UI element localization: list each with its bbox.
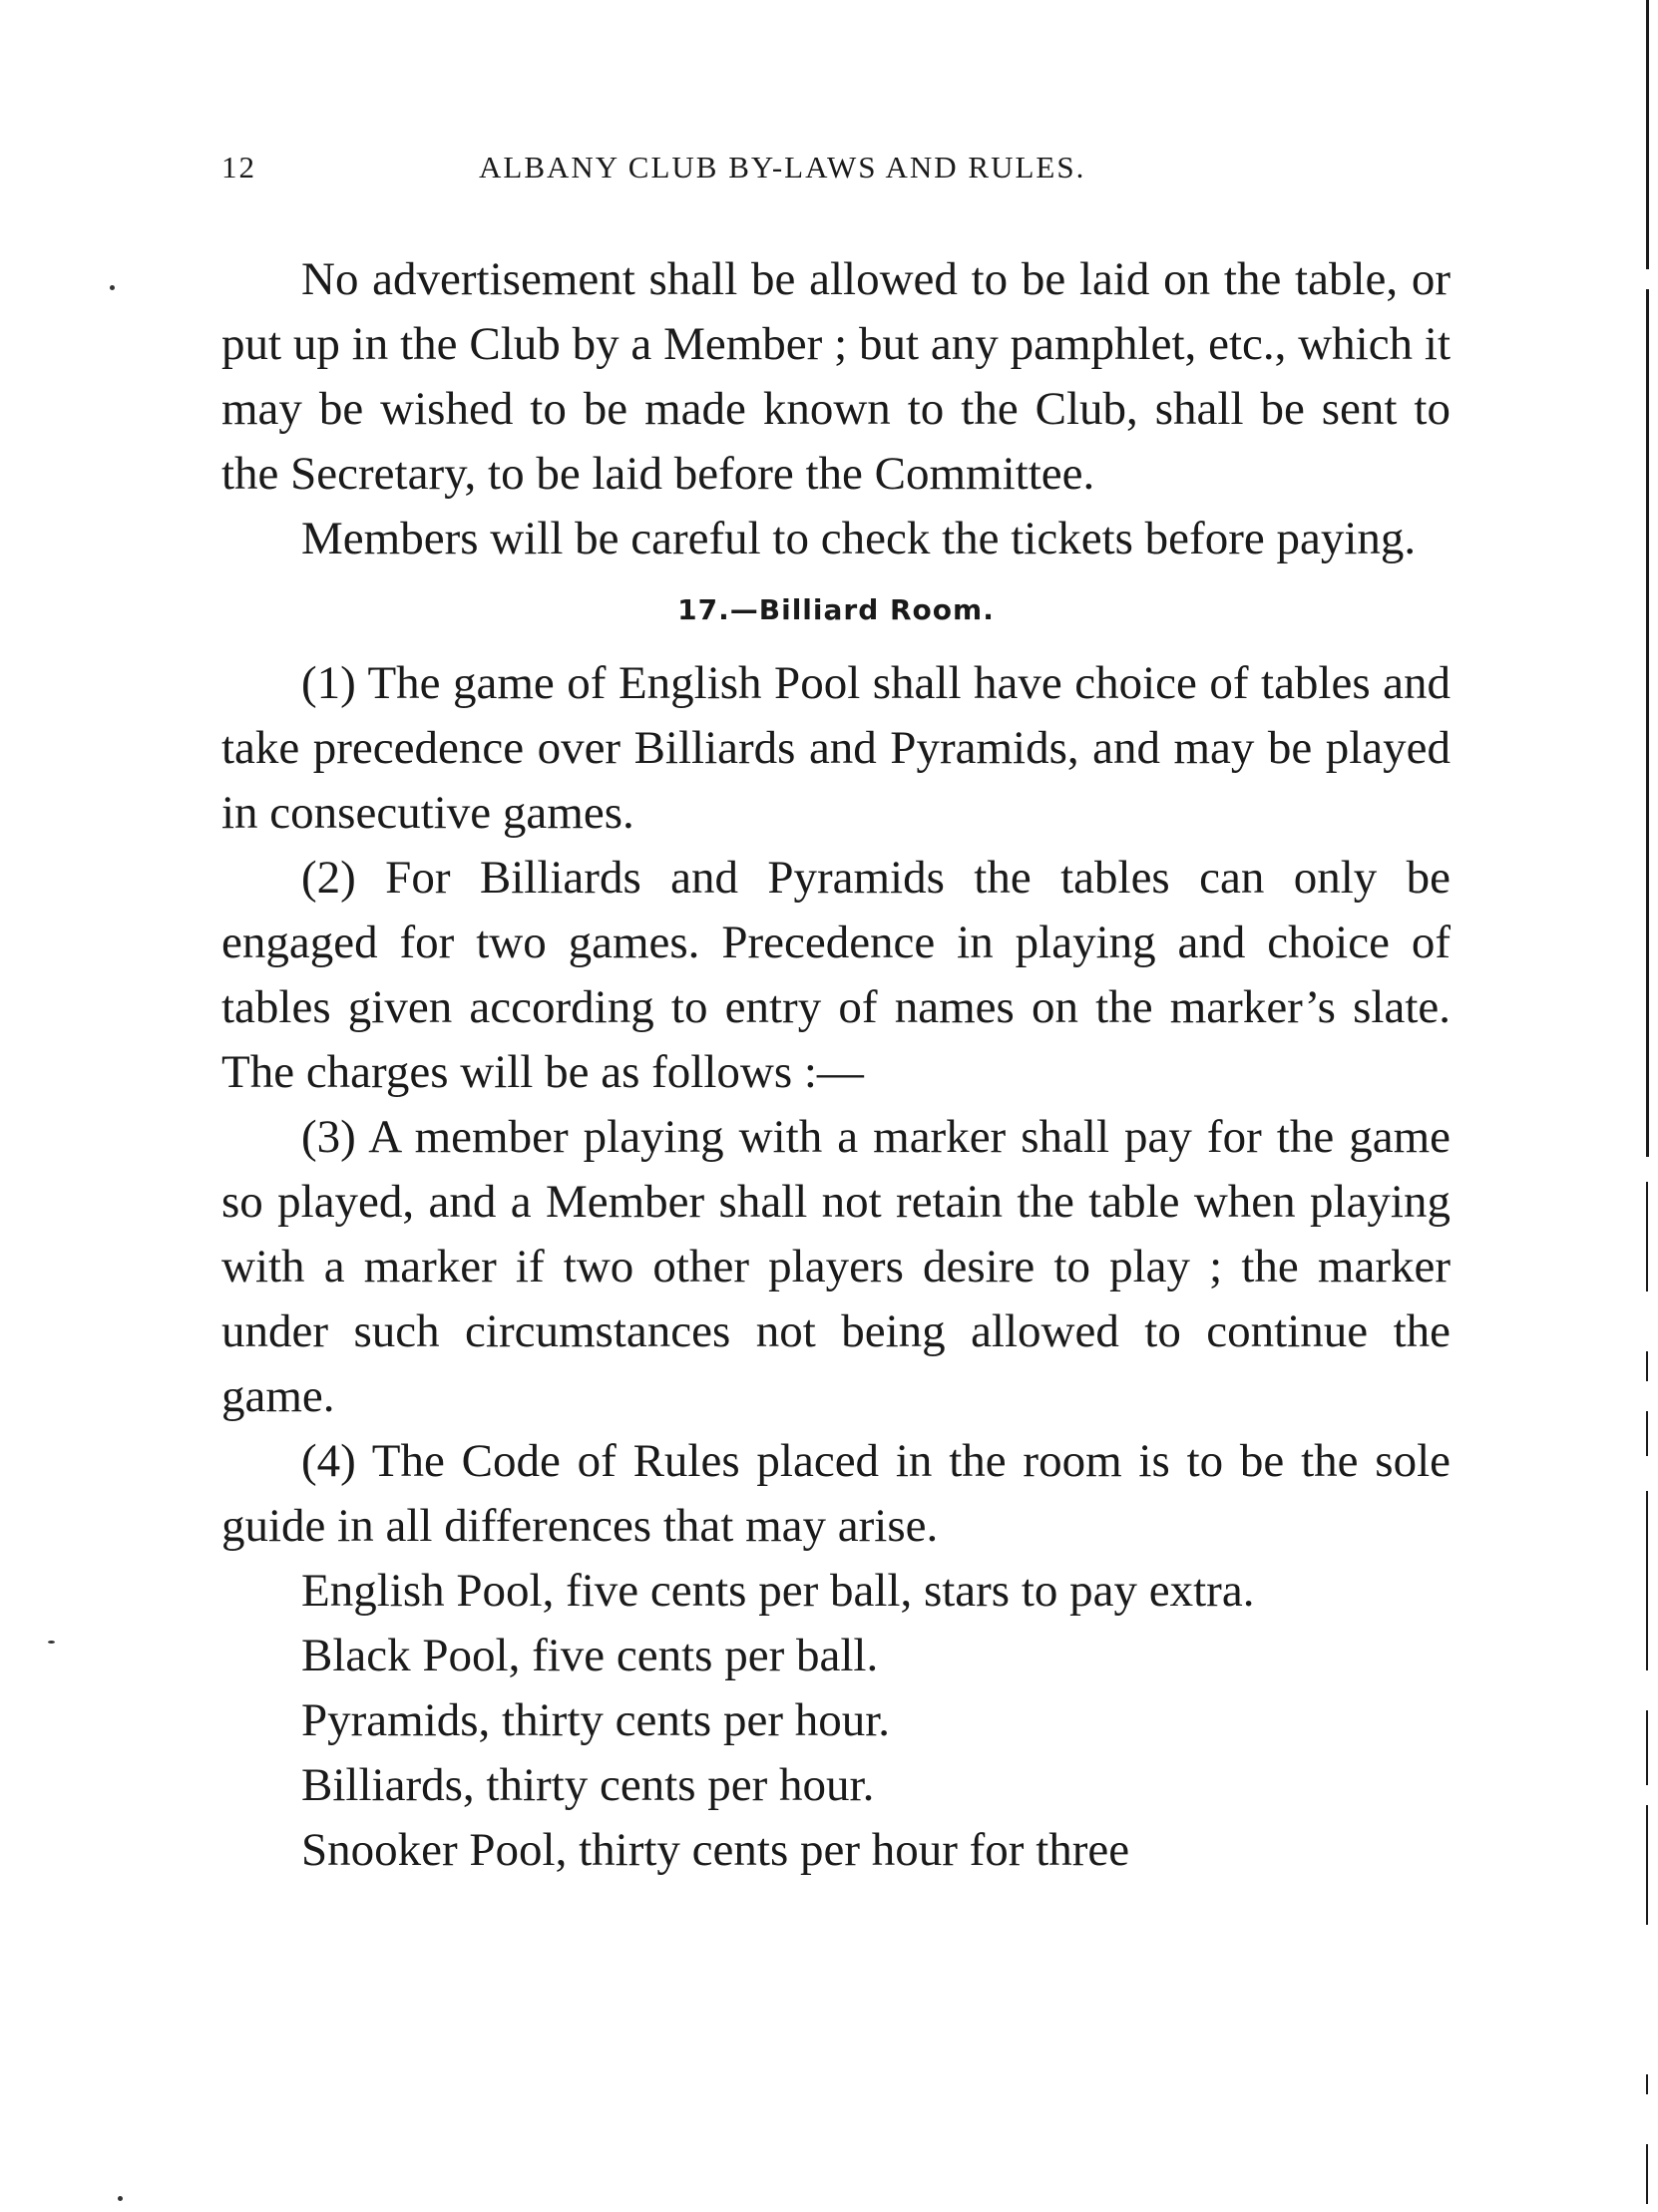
scan-edge-line [1646, 1805, 1648, 1925]
margin-speck [110, 285, 115, 290]
page-number: 12 [221, 150, 256, 184]
rate-english-pool: English Pool, five cents per ball, stars to pay extra. [301, 1565, 1255, 1617]
running-title: ALBANY CLUB BY-LAWS AND RULES. [479, 150, 1086, 184]
running-head [221, 150, 1458, 189]
scan-edge-line [1646, 1182, 1648, 1291]
margin-speck [118, 2196, 123, 2201]
scan-edge-line [1646, 2074, 1648, 2094]
rule-3: (3) A member playing with a marker shall pay for the game so played, and a Member shall not retain the table when playing with a marker if two other players desire to play ; the marker under such circumstances not being allowed to continue the game. [221, 1111, 1451, 1422]
scan-edge-line [1646, 0, 1649, 269]
section-heading: 17.—Billiard Room. [677, 593, 995, 626]
scan-edge-line [1646, 1411, 1648, 1456]
scan-edge-line [1646, 289, 1649, 1157]
rule-2: (2) For Billiards and Pyramids the tables can only be engaged for two games. Precedence in playing and choice of tables given according to entry of names on the marker’s slate. The charges will be as follows :— [221, 852, 1451, 1098]
margin-speck [48, 1641, 55, 1644]
rate-billiards: Billiards, thirty cents per hour. [301, 1759, 875, 1811]
scan-edge-line [1646, 2144, 1648, 2204]
scan-edge-line [1646, 1491, 1648, 1670]
body-text [221, 247, 1451, 1883]
rate-pyramids: Pyramids, thirty cents per hour. [301, 1694, 891, 1746]
scan-edge-line [1646, 1710, 1648, 1785]
rate-black-pool: Black Pool, five cents per ball. [301, 1630, 879, 1681]
rate-snooker-pool: Snooker Pool, thirty cents per hour for three [301, 1824, 1130, 1876]
paragraph-tickets: Members will be careful to check the tickets before paying. [301, 513, 1417, 564]
paragraph-advertisements: No advertisement shall be allowed to be laid on the table, or put up in the Club by a Member ; but any pamphlet, etc., which it may be wished to be made known to the Club, shall be sent to the Secretary, to be laid before the Committee. [221, 253, 1451, 500]
rule-1: (1) The game of English Pool shall have choice of tables and take precedence over Billiards and Pyramids, and may be played in consecutive games. [221, 657, 1451, 839]
rule-4: (4) The Code of Rules placed in the room is to be the sole guide in all differences that may arise. [221, 1435, 1451, 1552]
scan-edge-line [1646, 1351, 1648, 1381]
